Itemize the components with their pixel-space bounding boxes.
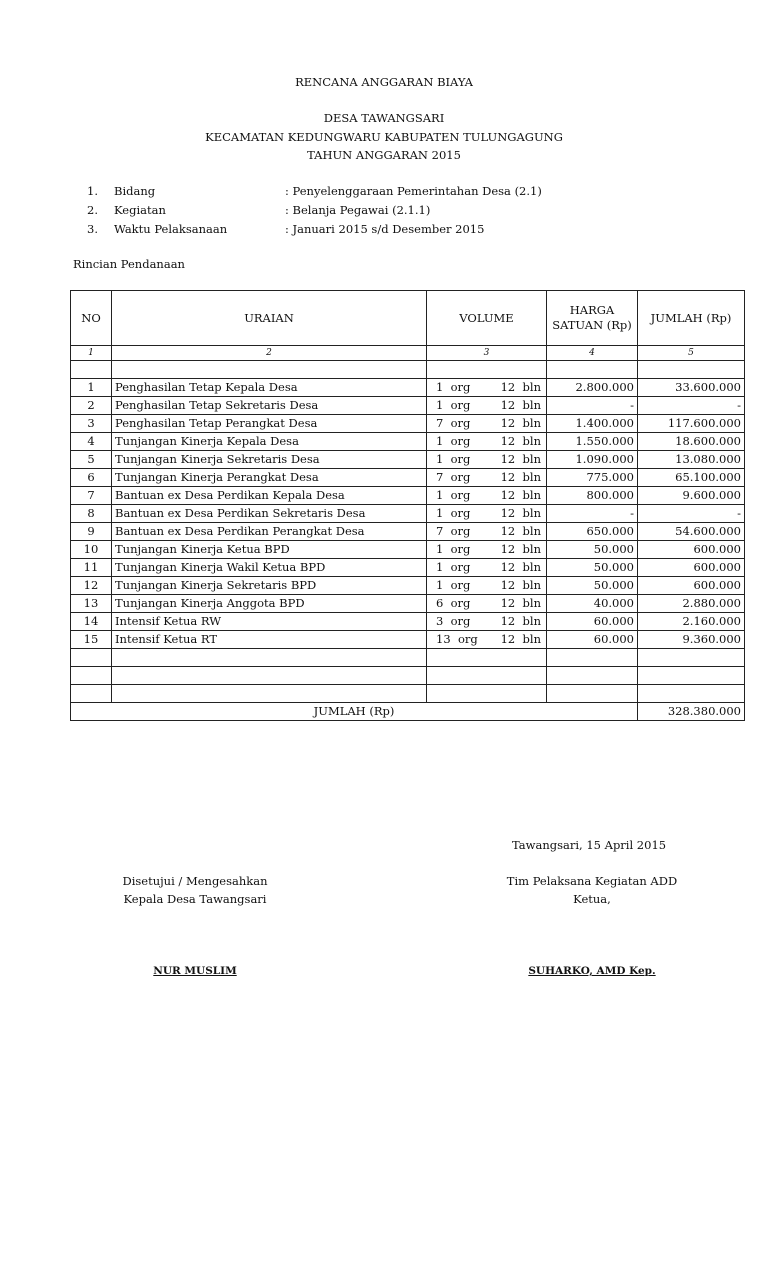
table-row	[71, 451, 745, 469]
volume-bln: 12 bln	[500, 452, 541, 466]
info-number: 2.	[87, 203, 98, 217]
row-no: 14	[71, 613, 112, 631]
kecamatan-name: KECAMATAN KEDUNGWARU KABUPATEN TULUNGAGUNG	[205, 130, 563, 144]
table-row	[71, 595, 745, 613]
row-volume	[427, 433, 547, 451]
row-jumlah: 600.000	[638, 559, 745, 577]
row-volume	[427, 541, 547, 559]
volume-bln: 12 bln	[500, 632, 541, 646]
volume-bln: 12 bln	[500, 380, 541, 394]
volume-org: 3 org	[436, 614, 471, 628]
row-uraian: Tunjangan Kinerja Wakil Ketua BPD	[112, 559, 427, 577]
row-no: 15	[71, 631, 112, 649]
blank-row	[71, 685, 745, 703]
row-uraian: Tunjangan Kinerja Ketua BPD	[112, 541, 427, 559]
volume-org: 13 org	[436, 632, 478, 646]
table-row	[71, 415, 745, 433]
left-sign-line1: Disetujui / Mengesahkan	[122, 874, 268, 888]
row-volume	[427, 469, 547, 487]
row-jumlah: 117.600.000	[638, 415, 745, 433]
row-harga: -	[547, 505, 638, 523]
volume-org: 7 org	[436, 470, 471, 484]
header-uraian: URAIAN	[112, 291, 427, 346]
volume-org: 1 org	[436, 560, 471, 574]
left-sign-line2: Kepala Desa Tawangsari	[123, 892, 267, 906]
colnum: 4	[547, 346, 638, 361]
info-number: 1.	[87, 184, 98, 198]
colnum: 2	[112, 346, 427, 361]
row-no: 10	[71, 541, 112, 559]
row-jumlah: 54.600.000	[638, 523, 745, 541]
volume-org: 1 org	[436, 452, 471, 466]
volume-org: 1 org	[436, 506, 471, 520]
colnum: 3	[427, 346, 547, 361]
volume-org: 7 org	[436, 524, 471, 538]
row-harga: 1.400.000	[547, 415, 638, 433]
table-row	[71, 631, 745, 649]
table-header-row	[71, 291, 745, 346]
row-volume	[427, 505, 547, 523]
volume-org: 6 org	[436, 596, 471, 610]
row-jumlah: -	[638, 397, 745, 415]
row-jumlah: 600.000	[638, 541, 745, 559]
row-uraian: Intensif Ketua RW	[112, 613, 427, 631]
row-uraian: Tunjangan Kinerja Sekretaris BPD	[112, 577, 427, 595]
row-harga: -	[547, 397, 638, 415]
header-harga: HARGA SATUAN (Rp)	[547, 291, 638, 346]
row-uraian: Tunjangan Kinerja Kepala Desa	[112, 433, 427, 451]
row-jumlah: 13.080.000	[638, 451, 745, 469]
row-harga: 50.000	[547, 559, 638, 577]
volume-org: 1 org	[436, 488, 471, 502]
volume-bln: 12 bln	[500, 524, 541, 538]
row-uraian: Bantuan ex Desa Perdikan Perangkat Desa	[112, 523, 427, 541]
colnum: 5	[638, 346, 745, 361]
row-no: 11	[71, 559, 112, 577]
info-label: Kegiatan	[114, 203, 166, 217]
row-jumlah: 9.600.000	[638, 487, 745, 505]
volume-org: 1 org	[436, 542, 471, 556]
volume-bln: 12 bln	[500, 434, 541, 448]
info-number: 3.	[87, 222, 98, 236]
row-no: 9	[71, 523, 112, 541]
volume-bln: 12 bln	[500, 416, 541, 430]
volume-bln: 12 bln	[500, 488, 541, 502]
rincian-label: Rincian Pendanaan	[73, 257, 185, 271]
row-uraian: Penghasilan Tetap Kepala Desa	[112, 379, 427, 397]
place-date: Tawangsari, 15 April 2015	[512, 838, 667, 852]
row-uraian: Penghasilan Tetap Perangkat Desa	[112, 415, 427, 433]
volume-bln: 12 bln	[500, 542, 541, 556]
row-jumlah: -	[638, 505, 745, 523]
info-value: : Belanja Pegawai (2.1.1)	[285, 203, 431, 217]
row-harga: 60.000	[547, 631, 638, 649]
row-jumlah: 600.000	[638, 577, 745, 595]
row-uraian: Intensif Ketua RT	[112, 631, 427, 649]
row-no: 12	[71, 577, 112, 595]
row-no: 6	[71, 469, 112, 487]
row-harga: 1.090.000	[547, 451, 638, 469]
row-harga: 775.000	[547, 469, 638, 487]
row-no: 7	[71, 487, 112, 505]
table-row	[71, 505, 745, 523]
row-harga: 2.800.000	[547, 379, 638, 397]
row-harga: 60.000	[547, 613, 638, 631]
table-row	[71, 523, 745, 541]
table-row	[71, 559, 745, 577]
table-row	[71, 613, 745, 631]
volume-bln: 12 bln	[500, 578, 541, 592]
info-value: : Penyelenggaraan Pemerintahan Desa (2.1)	[285, 184, 542, 198]
volume-org: 7 org	[436, 416, 471, 430]
row-harga: 650.000	[547, 523, 638, 541]
row-no: 1	[71, 379, 112, 397]
row-jumlah: 9.360.000	[638, 631, 745, 649]
volume-bln: 12 bln	[500, 596, 541, 610]
row-no: 13	[71, 595, 112, 613]
colnum: 1	[71, 346, 112, 361]
volume-org: 1 org	[436, 380, 471, 394]
row-volume	[427, 595, 547, 613]
row-volume	[427, 415, 547, 433]
table-row	[71, 487, 745, 505]
header-volume: VOLUME	[427, 291, 547, 346]
info-value: : Januari 2015 s/d Desember 2015	[285, 222, 485, 236]
row-uraian: Penghasilan Tetap Sekretaris Desa	[112, 397, 427, 415]
row-volume	[427, 379, 547, 397]
blank-row	[71, 667, 745, 685]
row-harga: 50.000	[547, 541, 638, 559]
left-sign-name: NUR MUSLIM	[153, 965, 237, 977]
volume-org: 1 org	[436, 578, 471, 592]
row-jumlah: 2.880.000	[638, 595, 745, 613]
row-volume	[427, 613, 547, 631]
document-title: RENCANA ANGGARAN BIAYA	[295, 75, 473, 89]
header-jumlah: JUMLAH (Rp)	[638, 291, 745, 346]
row-no: 2	[71, 397, 112, 415]
row-uraian: Bantuan ex Desa Perdikan Sekretaris Desa	[112, 505, 427, 523]
row-volume	[427, 397, 547, 415]
volume-org: 1 org	[436, 434, 471, 448]
table-row	[71, 577, 745, 595]
volume-bln: 12 bln	[500, 398, 541, 412]
info-label: Waktu Pelaksanaan	[114, 222, 228, 236]
table-row	[71, 379, 745, 397]
row-volume	[427, 559, 547, 577]
row-jumlah: 33.600.000	[638, 379, 745, 397]
row-no: 8	[71, 505, 112, 523]
table-row	[71, 469, 745, 487]
row-uraian: Tunjangan Kinerja Perangkat Desa	[112, 469, 427, 487]
header-no: NO	[71, 291, 112, 346]
row-no: 5	[71, 451, 112, 469]
total-label: JUMLAH (Rp)	[71, 703, 638, 721]
tahun-anggaran: TAHUN ANGGARAN 2015	[307, 148, 461, 162]
row-harga: 1.550.000	[547, 433, 638, 451]
row-volume	[427, 487, 547, 505]
blank-row	[71, 649, 745, 667]
row-uraian: Tunjangan Kinerja Sekretaris Desa	[112, 451, 427, 469]
volume-bln: 12 bln	[500, 614, 541, 628]
row-no: 3	[71, 415, 112, 433]
volume-bln: 12 bln	[500, 470, 541, 484]
row-uraian: Bantuan ex Desa Perdikan Kepala Desa	[112, 487, 427, 505]
row-volume	[427, 631, 547, 649]
row-harga: 40.000	[547, 595, 638, 613]
row-harga: 50.000	[547, 577, 638, 595]
row-harga: 800.000	[547, 487, 638, 505]
volume-bln: 12 bln	[500, 506, 541, 520]
row-volume	[427, 523, 547, 541]
desa-name: DESA TAWANGSARI	[323, 111, 445, 125]
table-row	[71, 433, 745, 451]
row-jumlah: 65.100.000	[638, 469, 745, 487]
right-sign-line1: Tim Pelaksana Kegiatan ADD	[506, 874, 678, 888]
row-jumlah: 18.600.000	[638, 433, 745, 451]
right-sign-name: SUHARKO, AMD Kep.	[528, 965, 656, 977]
table-row	[71, 541, 745, 559]
blank-row	[71, 361, 745, 379]
total-value: 328.380.000	[638, 703, 745, 721]
volume-bln: 12 bln	[500, 560, 541, 574]
row-jumlah: 2.160.000	[638, 613, 745, 631]
row-no: 4	[71, 433, 112, 451]
table-row	[71, 397, 745, 415]
row-volume	[427, 577, 547, 595]
info-label: Bidang	[114, 184, 156, 198]
total-row	[71, 703, 745, 721]
right-sign-line2: Ketua,	[573, 892, 611, 906]
row-volume	[427, 451, 547, 469]
budget-table	[70, 290, 745, 721]
volume-org: 1 org	[436, 398, 471, 412]
row-uraian: Tunjangan Kinerja Anggota BPD	[112, 595, 427, 613]
column-number-row	[71, 346, 745, 361]
